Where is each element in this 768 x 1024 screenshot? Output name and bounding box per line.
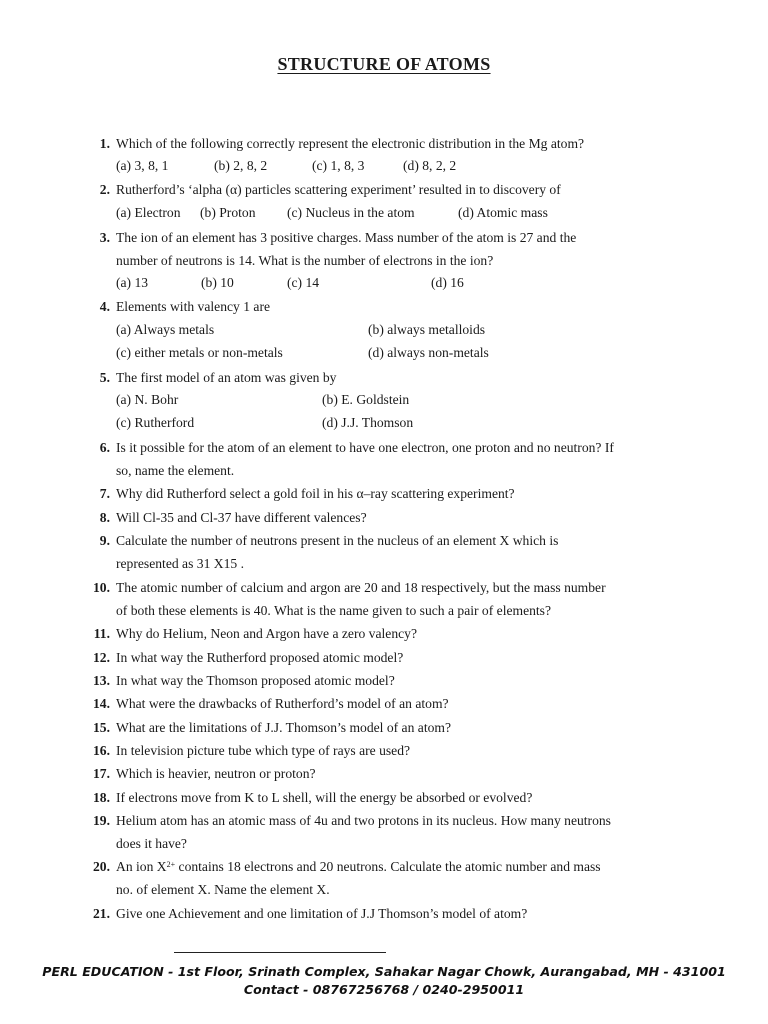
option-a: (a) Always metals <box>116 322 215 337</box>
option-b: (b) 2, 8, 2 <box>214 158 268 173</box>
question-text: Which of the following correctly represent the electronic distribution in the Mg atom? <box>116 136 585 151</box>
option-a: (a) N. Bohr <box>116 392 179 407</box>
question-text: The atomic number of calcium and argon are 20 and 18 respectively, but the mass number <box>116 580 606 595</box>
question-text: Will Cl-35 and Cl-37 have different valences? <box>116 510 367 525</box>
question-number: 1. <box>99 136 110 151</box>
option-c: (c) Nucleus in the atom <box>287 205 415 220</box>
question-text: Why do Helium, Neon and Argon have a zero valency? <box>116 626 417 641</box>
footer-contact: Contact - 08767256768 / 0240-2950011 <box>243 982 525 997</box>
question-number: 16. <box>93 743 110 758</box>
question-text: What were the drawbacks of Rutherford’s model of an atom? <box>116 696 449 711</box>
question-number: 21. <box>93 906 110 921</box>
question-text: What are the limitations of J.J. Thomson’s model of an atom? <box>116 720 451 735</box>
question-number: 10. <box>93 580 110 595</box>
page-title: STRUCTURE OF ATOMS <box>277 54 491 74</box>
option-d: (d) 16 <box>431 275 464 290</box>
option-b: (b) Proton <box>200 205 256 220</box>
option-a: (a) 3, 8, 1 <box>116 158 169 173</box>
question-number: 19. <box>93 813 110 828</box>
question-number: 2. <box>99 182 110 197</box>
question-number: 15. <box>93 720 110 735</box>
question-number: 5. <box>99 370 110 385</box>
charge-superscript: 2+ <box>166 860 176 869</box>
question-text: The ion of an element has 3 positive charges. Mass number of the atom is 27 and the <box>116 230 577 245</box>
question-text: In what way the Rutherford proposed atomic model? <box>116 650 404 665</box>
question-text: Give one Achievement and one limitation of J.J Thomson’s model of atom? <box>116 906 528 921</box>
option-d: (d) J.J. Thomson <box>322 415 414 430</box>
question-text: does it have? <box>116 836 187 851</box>
question-number: 9. <box>99 533 110 548</box>
option-a: (a) 13 <box>116 275 149 290</box>
question-text: In what way the Thomson proposed atomic model? <box>116 673 395 688</box>
option-c: (c) Rutherford <box>116 415 195 430</box>
question-number: 4. <box>99 299 110 314</box>
question-text: number of neutrons is 14. What is the number of electrons in the ion? <box>116 253 494 268</box>
question-text: so, name the element. <box>116 463 235 478</box>
question-number: 13. <box>93 673 110 688</box>
question-number: 17. <box>93 766 110 781</box>
ion-symbol: An ion X <box>116 859 167 874</box>
option-b: (b) 10 <box>201 275 234 290</box>
option-c: (c) 14 <box>287 275 320 290</box>
option-c: (c) either metals or non-metals <box>116 345 283 360</box>
question-text: Elements with valency 1 are <box>116 299 271 314</box>
question-text: no. of element X. Name the element X. <box>116 882 330 897</box>
question-number: 6. <box>99 440 110 455</box>
question-text: Calculate the number of neutrons present in the nucleus of an element X which is <box>116 533 559 548</box>
question-text: In television picture tube which type of rays are used? <box>116 743 411 758</box>
question-text: Which is heavier, neutron or proton? <box>116 766 316 781</box>
question-text <box>116 858 601 875</box>
question-number: 18. <box>93 790 110 805</box>
question-number: 7. <box>99 486 110 501</box>
question-number: 8. <box>99 510 110 525</box>
option-d: (d) Atomic mass <box>458 205 548 220</box>
question-text: The first model of an atom was given by <box>116 370 337 385</box>
question-number: 3. <box>99 230 110 245</box>
question-number: 14. <box>93 696 110 711</box>
footer-divider <box>174 952 386 953</box>
question-text: Why did Rutherford select a gold foil in his α–ray scattering experiment? <box>116 486 515 501</box>
question-text: If electrons move from K to L shell, will the energy be absorbed or evolved? <box>116 790 533 805</box>
question-text: represented as 31 X15 . <box>116 556 244 571</box>
question-text: of both these elements is 40. What is the name given to such a pair of elements? <box>116 603 552 618</box>
option-c: (c) 1, 8, 3 <box>312 158 365 173</box>
question-text-cont: contains 18 electrons and 20 neutrons. Calculate the atomic number and mass <box>178 859 601 874</box>
footer-address: PERL EDUCATION - 1st Floor, Srinath Complex, Sahakar Nagar Chowk, Aurangabad, MH - 431001 <box>42 964 726 979</box>
question-number: 11. <box>93 626 110 641</box>
option-d: (d) 8, 2, 2 <box>403 158 457 173</box>
question-text: Helium atom has an atomic mass of 4u and two protons in its nucleus. How many neutrons <box>116 813 611 828</box>
question-number: 12. <box>93 650 110 665</box>
question-text: Is it possible for the atom of an element to have one electron, one proton and no neutron? If <box>116 440 614 455</box>
option-b: (b) always metalloids <box>368 322 486 337</box>
question-text: Rutherford’s ‘alpha (α) particles scattering experiment’ resulted in to discovery of <box>116 182 561 197</box>
option-b: (b) E. Goldstein <box>322 392 410 407</box>
option-d: (d) always non-metals <box>368 345 489 360</box>
option-a: (a) Electron <box>116 205 181 220</box>
question-number: 20. <box>93 859 110 874</box>
